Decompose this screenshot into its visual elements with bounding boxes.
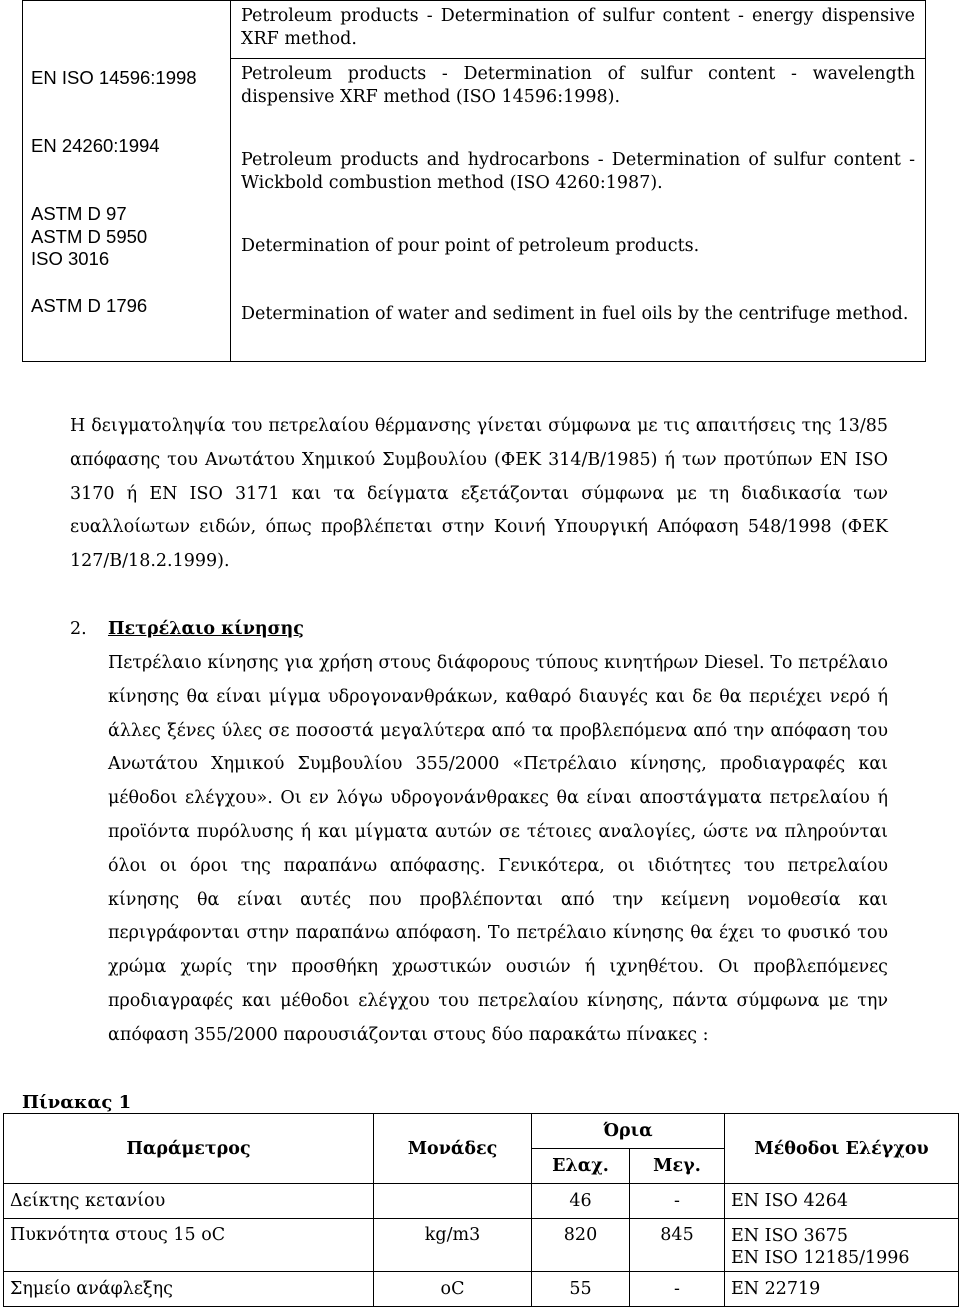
cell-parameter: Σημείο ανάφλεξης xyxy=(4,1272,374,1307)
header-methods: Μέθοδοι Ελέγχου xyxy=(725,1114,959,1184)
header-max: Μεγ. xyxy=(630,1149,725,1184)
standard-description xyxy=(231,283,926,362)
standard-description xyxy=(231,59,926,130)
standard-code: ASTM D 97 xyxy=(31,203,127,224)
section-heading xyxy=(70,615,304,643)
standards-codes-cell xyxy=(23,1,231,362)
cell-max: - xyxy=(630,1184,725,1219)
cell-min: 46 xyxy=(532,1184,630,1219)
standards-table xyxy=(22,0,926,362)
header-min: Ελαχ. xyxy=(532,1149,630,1184)
section-number: 2. xyxy=(70,619,87,639)
cell-methods xyxy=(725,1184,959,1219)
table-caption: Πίνακας 1 xyxy=(22,1092,132,1113)
cell-methods xyxy=(725,1272,959,1307)
standard-description-text: Determination of pour point of petroleum products. xyxy=(241,236,700,256)
cell-units xyxy=(374,1184,532,1219)
method: EN ISO 4264 xyxy=(731,1191,848,1211)
header-limits: Όρια xyxy=(532,1114,725,1149)
header-parameter: Παράμετρος xyxy=(4,1114,374,1184)
method: EN 22719 xyxy=(731,1279,821,1299)
standard-description xyxy=(231,129,926,215)
standard-code: ISO 3016 xyxy=(31,248,110,269)
cell-parameter: Δείκτης κετανίου xyxy=(4,1184,374,1219)
cell-parameter: Πυκνότητα στους 15 οC xyxy=(4,1219,374,1272)
cell-methods xyxy=(725,1219,959,1272)
cell-units: kg/m3 xyxy=(374,1219,532,1272)
standard-description-text: Petroleum products - Determination of sulfur content - wavelength dispensive XRF method (ISO 14596:1998). xyxy=(241,64,915,107)
standard-description-text: Determination of water and sediment in fuel oils by the centrifuge method. xyxy=(241,304,909,324)
standard-code: EN 24260:1994 xyxy=(31,134,160,156)
cell-min: 820 xyxy=(532,1219,630,1272)
standard-code: EN ISO 14596:1998 xyxy=(31,67,197,88)
standards-table-row xyxy=(23,1,926,59)
table-header-row xyxy=(4,1114,959,1149)
header-units: Μονάδες xyxy=(374,1114,532,1184)
intro-paragraph: Η δειγματοληψία του πετρελαίου θέρμανσης γίνεται σύμφωνα με τις απαιτήσεις της 13/85 απόφασης του Ανωτάτου Χημικού Συμβουλίου (ΦΕΚ 314/Β/1985) ή των προτύπων EN ISO 3170 ή EN ISO 3171 και τα δείγματα εξετάζονται σύμφωνα με τη διαδικασία των ευαλλοίωτων ειδών, όπως προβλέπεται στην Κοινή Υπουργική Απόφαση 548/1998 (ΦΕΚ 127/Β/18.2.1999). xyxy=(70,416,888,572)
standard-code: ASTM D 1796 xyxy=(31,294,148,316)
section-title: Πετρέλαιο κίνησης xyxy=(108,619,304,639)
diesel-paragraph: Πετρέλαιο κίνησης για χρήση στους διάφορους τύπους κινητήρων Diesel. Το πετρέλαιο κίνησης θα είναι μίγμα υδρογονανθράκων, καθαρό διαυγές και δε θα περιέχει νερό ή άλλες ξένες ύλες σε ποσοστά μεγαλύτερα από τα προβλεπόμενα από την απόφαση του Ανωτάτου Χημικού Συμβουλίου 355/2000 «Πετρέλαιο κίνησης, προδιαγραφές και μέθοδοι ελέγχου». Οι εν λόγω υδρογονάνθρακες θα είναι αποστάγματα πετρελαίου ή προϊόντα πυρόλυσης ή και μίγματα αυτών σε τέτοιες αναλογίες, ώστε να πληρούνται όλοι οι όροι της παραπάνω απόφασης. Γενικότερα, οι ιδιότητες του πετρελαίου κίνησης θα είναι αυτές που προβλέπονται από την κείμενη νομοθεσία και περιγράφονται στην παραπάνω απόφαση. Το πετρέλαιο κίνησης θα έχει το φυσικό του χρώμα χωρίς την προσθήκη χρωστικών ουσιών ή ιχνηθέτου. Οι προβλεπόμενες προδιαγραφές και μέθοδοι ελέγχου του πετρελαίου κίνησης, πάντα σύμφωνα με την απόφαση 355/2000 παρουσιάζονται στους δύο παρακάτω πίνακες : xyxy=(108,653,888,1045)
cell-units: oC xyxy=(374,1272,532,1307)
standard-code: ASTM D 5950 xyxy=(31,225,148,247)
method: EN ISO 3675 xyxy=(731,1226,848,1246)
standard-description xyxy=(231,1,926,59)
standard-description-text: Petroleum products - Determination of sulfur content - energy dispensive XRF method. xyxy=(241,6,915,49)
cell-max: 845 xyxy=(630,1219,725,1272)
method: EN ISO 12185/1996 xyxy=(731,1248,910,1268)
table-row xyxy=(4,1219,959,1272)
specifications-table xyxy=(3,1113,959,1307)
cell-max: - xyxy=(630,1272,725,1307)
standard-description-text: Petroleum products and hydrocarbons - Determination of sulfur content - Wickbold combustion method (ISO 4260:1987). xyxy=(241,150,915,193)
standard-description xyxy=(231,215,926,283)
cell-min: 55 xyxy=(532,1272,630,1307)
table-row xyxy=(4,1184,959,1219)
table-row xyxy=(4,1272,959,1307)
